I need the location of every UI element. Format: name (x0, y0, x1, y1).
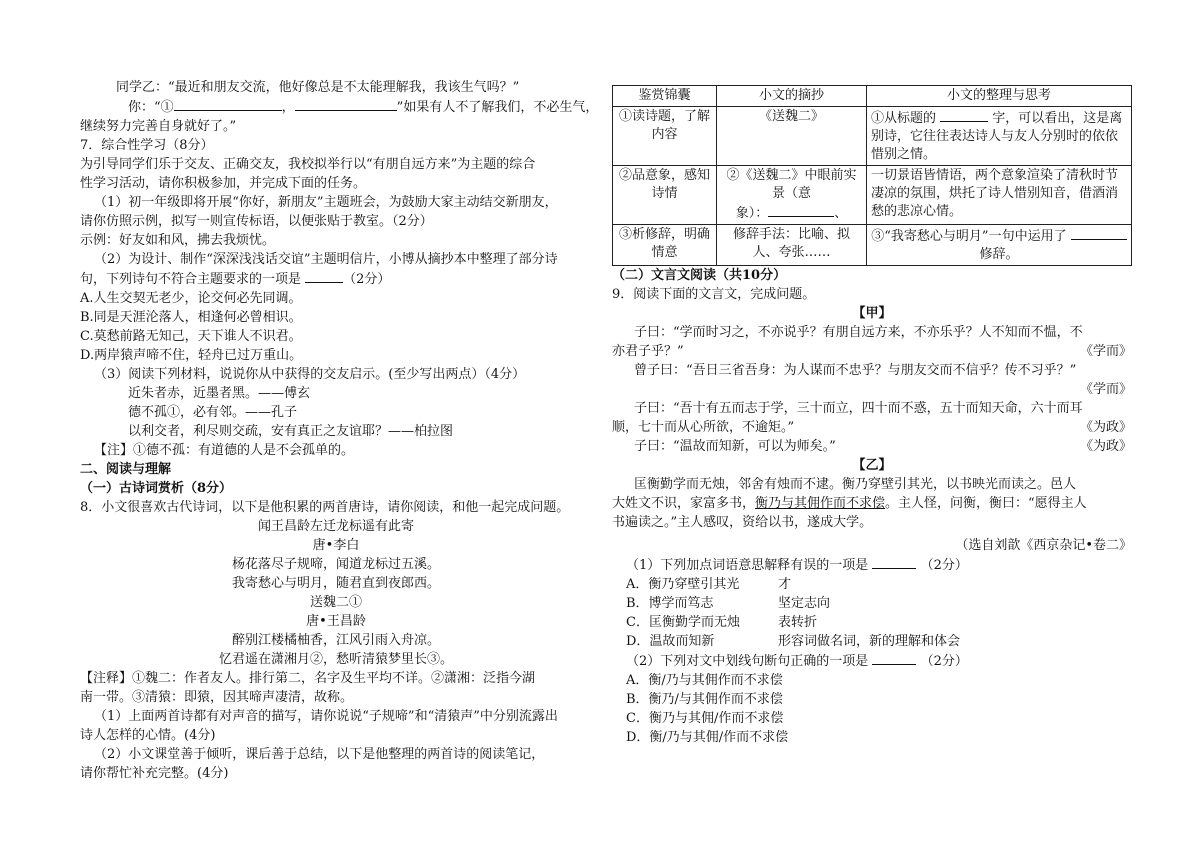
answer-blank[interactable] (305, 269, 343, 283)
answer-blank[interactable] (768, 203, 834, 217)
answer-blank[interactable] (872, 555, 916, 569)
table-cell: ②品意象，感知诗情 (613, 166, 717, 225)
option-item: A．衡/乃与其佣作而不求偿 (626, 673, 783, 688)
table-header: 鉴赏锦囊 (613, 86, 717, 107)
table-row (613, 225, 1132, 266)
poem-title: 送魏二① (309, 595, 362, 610)
table-cell: ③析修辞，明确情意 (613, 225, 717, 266)
option-item: D.两岸猿声啼不住，轻舟已过万重山。 (80, 348, 303, 363)
answer-blank[interactable] (1071, 226, 1127, 240)
passage-label: 【甲】 (852, 306, 892, 321)
passage-source: 《学而》 (1079, 344, 1132, 359)
passage-source: 《为政》 (1079, 420, 1132, 435)
q8-intro: 8．小文很喜欢古代诗词，以下是他积累的两首唐诗，请你阅读，和他一起完成问题。 (80, 500, 570, 515)
section-heading: 二、阅读与理解 (80, 462, 172, 477)
q9-intro: 9．阅读下面的文言文，完成问题。 (612, 287, 816, 302)
table-cell: ①从标题的 字，可以看出，这是离别诗，它往往表达诗人与友人分别时的依依惜别之情。 (867, 107, 1132, 166)
table-header: 小文的摘抄 (717, 86, 867, 107)
answer-blank[interactable] (872, 651, 916, 665)
reading-notes-table (612, 85, 1132, 266)
passage-line: 书遍读之。”主人感叹，资给以书，遂成大学。 (612, 515, 873, 530)
poem-author: 唐•王昌龄 (306, 614, 366, 629)
poem-notes: 【注释】①魏二：作者友人。排行第二，名字及生平均不详。②潇湘：泛指今湖 (80, 671, 536, 686)
table-cell: ③“我寄愁心与明月”一句中运用了 修辞。 (867, 225, 1132, 266)
passage-label: 【乙】 (852, 458, 892, 473)
table-row (613, 166, 1132, 225)
option-item: B．博学而笃志 坚定志向 (626, 596, 831, 611)
poem-notes: 南一带。③清猿：即猿，因其啼声凄清，故称。 (80, 690, 354, 705)
passage-line: 大姓文不识，家富多书，衡乃与其佣作而不求偿。主人怪，问衡，衡曰：“愿得主人 (612, 496, 1087, 511)
option-item: C.莫愁前路无知己，天下谁人不识君。 (80, 329, 302, 344)
q7-3-text: （3）阅读下列材料，说说你从中获得的交友启示。(至少写出两点）（4分） (94, 367, 526, 382)
table-header-row (613, 86, 1132, 107)
subsection-heading: （二）文言文阅读（共10分） (612, 268, 787, 283)
option-item: B．衡乃/与其佣作而不求偿 (626, 692, 783, 707)
table-row (613, 107, 1132, 166)
table-header: 小文的整理与思考 (867, 86, 1132, 107)
passage-source: （选自刘歆《西京杂记•卷二》 (955, 538, 1132, 553)
quote-line: 以利交者，利尽则交疏，安有真正之友谊耶？——柏拉图 (128, 424, 454, 439)
q7-3-note: 【注】①德不孤：有道德的人是不会孤单的。 (94, 443, 355, 458)
option-item: C．匡衡勤学而无烛 表转折 (626, 615, 818, 630)
q8-1-text: 诗人怎样的心情。(4分) (80, 728, 216, 743)
passage-source: 《学而》 (1079, 382, 1132, 397)
table-cell: 一切景语皆情语，两个意象渲染了清秋时节凄凉的氛围，烘托了诗人惜别知音，借酒消愁的悲凉心情。 (867, 166, 1132, 225)
poem-author: 唐•李白 (312, 538, 360, 553)
q7-2-text: （2）为设计、制作“深深浅浅话交谊”主题明信片，小博从摘抄本中整理了部分诗 (94, 252, 558, 267)
poem-title: 闻王昌龄左迁龙标遥有此寄 (257, 519, 414, 534)
q7-intro: 为引导同学们乐于交友、正确交友，我校拟举行以“有朋自远方来”为主题的综合 (80, 157, 536, 172)
option-item: C．衡乃与其佣/作而不求偿 (626, 711, 784, 726)
table-cell: ①读诗题，了解内容 (613, 107, 717, 166)
left-column (80, 78, 599, 783)
dialog-line: 同学乙：“最近和朋友交流，他好像总是不太能理解我，我该生气吗？” (116, 80, 520, 95)
option-item: B.同是天涯沦落人，相逢何必曾相识。 (80, 310, 302, 325)
passage-line: 子曰：“学而时习之，不亦说乎？有朋自远方来，不亦乐乎？人不知而不愠，不 (634, 325, 1083, 340)
answer-blank-1[interactable] (174, 97, 282, 111)
q7-title: 7．综合性学习（8分） (80, 138, 214, 153)
table-cell: 《送魏二》 (717, 107, 867, 166)
passage-line: 顺，七十而从心所欲，不逾矩。” (612, 420, 795, 435)
poem-line: 醉别江楼橘柚香，江风引雨入舟凉。 (231, 633, 440, 648)
q7-1-example: 示例：好友如和风，拂去我烦忧。 (80, 233, 276, 248)
passage-line: 子曰：“温故而知新，可以为师矣。” (634, 439, 836, 454)
underlined-sentence: 衡乃与其佣作而不求偿 (755, 496, 886, 511)
passage-line: 亦君子乎？” (612, 344, 684, 359)
passage-line: 子曰：“吾十有五而志于学，三十而立，四十而不惑，五十而知天命，六十而耳 (634, 401, 1083, 416)
quote-line: 近朱者赤，近墨者黑。——傅玄 (128, 386, 311, 401)
poem-line: 忆君遥在潇湘月②，愁听清猿梦里长③。 (218, 652, 453, 667)
passage-line: 匡衡勤学而无烛，邻舍有烛而不逮。衡乃穿壁引其光，以书映光而读之。邑人 (634, 477, 1077, 492)
answer-blank-2[interactable] (295, 97, 397, 111)
dialog-answer-line: 你：“① ， ”如果有人不了解我们，不必生气， (80, 97, 592, 117)
right-column (612, 85, 1132, 747)
q8-1-text: （1）上面两首诗都有对声音的描写，请你说说“子规啼”和“清猿声”中分别流露出 (94, 709, 558, 724)
poem-line: 我寄愁心与明月，随君直到夜郎西。 (231, 576, 440, 591)
q9-1-question: （1）下列加点词语意思解释有误的一项是 （2分） (612, 555, 1132, 575)
q9-2-question: （2）下列对文中划线句断句正确的一项是 （2分） (612, 651, 1132, 671)
q7-2-question: 句，下列诗句不符合主题要求的一项是 （2分） (80, 269, 592, 289)
quote-line: 德不孤①，必有邻。——孔子 (128, 405, 298, 420)
subsection-heading: （一）古诗词赏析（8分） (80, 481, 233, 496)
q7-1-text: （1）初一年级即将开展“你好，新朋友”主题班会，为鼓励大家主动结交新朋友， (94, 195, 558, 210)
table-cell: 修辞手法：比喻、拟人、夸张…… (717, 225, 867, 266)
answer-blank[interactable] (940, 108, 988, 122)
passage-line: 曾子曰：“吾日三省吾身：为人谋而不忠乎？与朋友交而不信乎？传不习乎？” (634, 363, 1077, 378)
poem-line: 杨花落尽子规啼，闻道龙标过五溪。 (231, 557, 440, 572)
option-item: D．衡/乃与其佣/作而不求偿 (626, 730, 789, 745)
q8-2-text: 请你帮忙补充完整。(4分) (80, 766, 229, 781)
passage-source: 《为政》 (1079, 439, 1132, 454)
table-cell: ②《送魏二》中眼前实景（意 象）： 、 (717, 166, 867, 225)
q8-2-text: （2）小文课堂善于倾听，课后善于总结，以下是他整理的两首诗的阅读笔记， (94, 747, 545, 762)
dialog-line: 继续努力完善自身就好了。” (80, 119, 237, 134)
option-item: A.人生交契无老少，论交何必先同调。 (80, 291, 302, 306)
option-item: A．衡乃穿壁引其光 才 (626, 577, 792, 592)
q7-1-text: 请你仿照示例，拟写一则宣传标语，以便张贴于教室。（2分） (80, 214, 433, 229)
option-item: D．温故而知新 形容词做名词，新的理解和体会 (626, 634, 961, 649)
q7-intro: 性学习活动，请你积极参加，并完成下面的任务。 (80, 176, 367, 191)
